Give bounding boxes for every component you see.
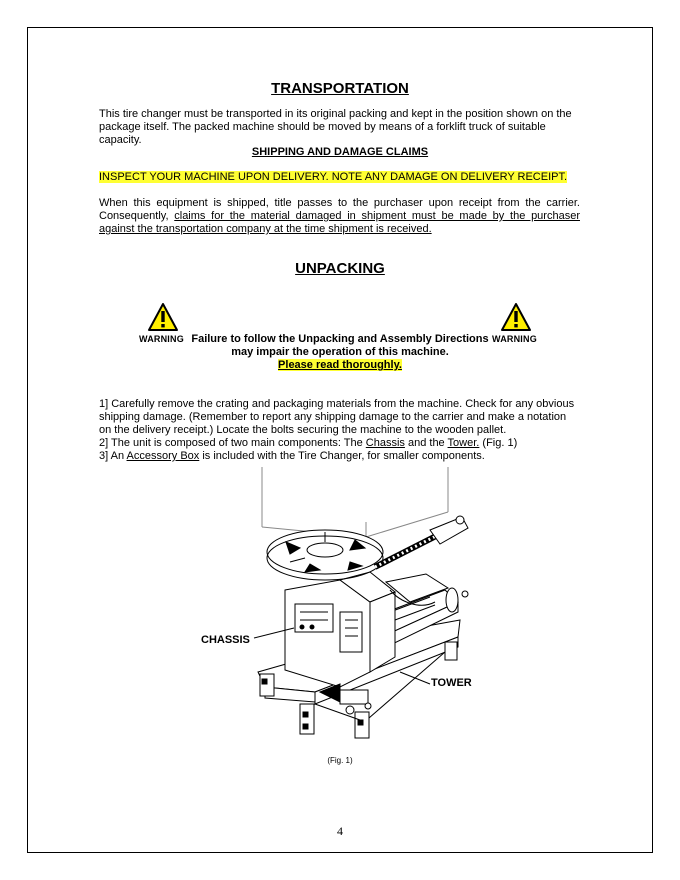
step-2 bbox=[99, 437, 580, 450]
warning-line-1: Failure to follow the Unpacking and Assembly Directions bbox=[191, 333, 489, 345]
warning-read-thoroughly: Please read thoroughly. bbox=[278, 359, 402, 371]
warning-message bbox=[0, 333, 680, 372]
step-2-and: and the bbox=[404, 437, 448, 449]
step-3-prefix: 3] An bbox=[99, 450, 127, 462]
unpacking-title: UNPACKING bbox=[295, 260, 385, 277]
step-3-accessory-box: Accessory Box bbox=[126, 450, 200, 462]
inspect-notice-row bbox=[99, 171, 580, 184]
warning-line-2: may impair the operation of this machine. bbox=[231, 346, 449, 358]
turntable-drawing bbox=[267, 530, 383, 580]
shipping-paragraph bbox=[99, 197, 580, 236]
transportation-line-2: package itself. The packed machine should be moved by means of a forklift truck of suitable bbox=[99, 121, 546, 133]
tower-leader-line bbox=[400, 672, 430, 684]
step-1-line-2: shipping damage. (Remember to report any shipping damage to the carrier and make a notation bbox=[99, 411, 567, 423]
accessory-box-drawing bbox=[262, 467, 448, 537]
shipping-line-1: When this equipment is shipped, title passes to the purchaser upon receipt from the carrier. bbox=[99, 197, 580, 209]
transportation-paragraph bbox=[99, 108, 580, 147]
warning-triangle-icon-left bbox=[147, 302, 179, 332]
tower-label: TOWER bbox=[431, 677, 472, 689]
step-3-suffix: is included with the Tire Changer, for smaller components. bbox=[199, 450, 485, 462]
transportation-title: TRANSPORTATION bbox=[271, 80, 409, 97]
page-number: 4 bbox=[337, 824, 343, 838]
warning-triangle-icon-right bbox=[500, 302, 532, 332]
transportation-line-3: capacity. bbox=[99, 134, 142, 146]
chassis-label: CHASSIS bbox=[201, 634, 250, 646]
step-2-prefix: 2] The unit is composed of two main components: The bbox=[99, 437, 366, 449]
step-1-line-1: 1] Carefully remove the crating and packaging materials from the machine. Check for any obvious bbox=[99, 398, 575, 410]
step-2-chassis: Chassis bbox=[365, 437, 405, 449]
step-2-suffix: (Fig. 1) bbox=[479, 437, 518, 449]
shipping-line-2-plain: Consequently, bbox=[99, 210, 175, 222]
tire-changer-figure bbox=[190, 462, 490, 752]
shipping-claims-underlined: claims for the material damaged in shipment must be made by the purchaser bbox=[174, 210, 580, 222]
figure-caption: (Fig. 1) bbox=[327, 756, 353, 765]
shipping-heading: SHIPPING AND DAMAGE CLAIMS bbox=[251, 146, 429, 158]
warning-label-left: WARNING bbox=[139, 334, 184, 344]
transportation-line-1: This tire changer must be transported in its original packing and kept in the position shown on the bbox=[99, 108, 572, 120]
shipping-line-2 bbox=[99, 210, 580, 223]
warning-label-right: WARNING bbox=[492, 334, 537, 344]
inspect-notice: INSPECT YOUR MACHINE UPON DELIVERY. NOTE ANY DAMAGE ON DELIVERY RECEIPT. bbox=[99, 171, 568, 183]
step-1-line-3: on the delivery receipt.) Locate the bolts securing the machine to the wooden pallet. bbox=[99, 424, 507, 436]
shipping-line-3: against the transportation company at the time shipment is received. bbox=[99, 223, 432, 235]
step-2-tower: Tower. bbox=[447, 437, 480, 449]
unpacking-steps bbox=[99, 398, 580, 463]
